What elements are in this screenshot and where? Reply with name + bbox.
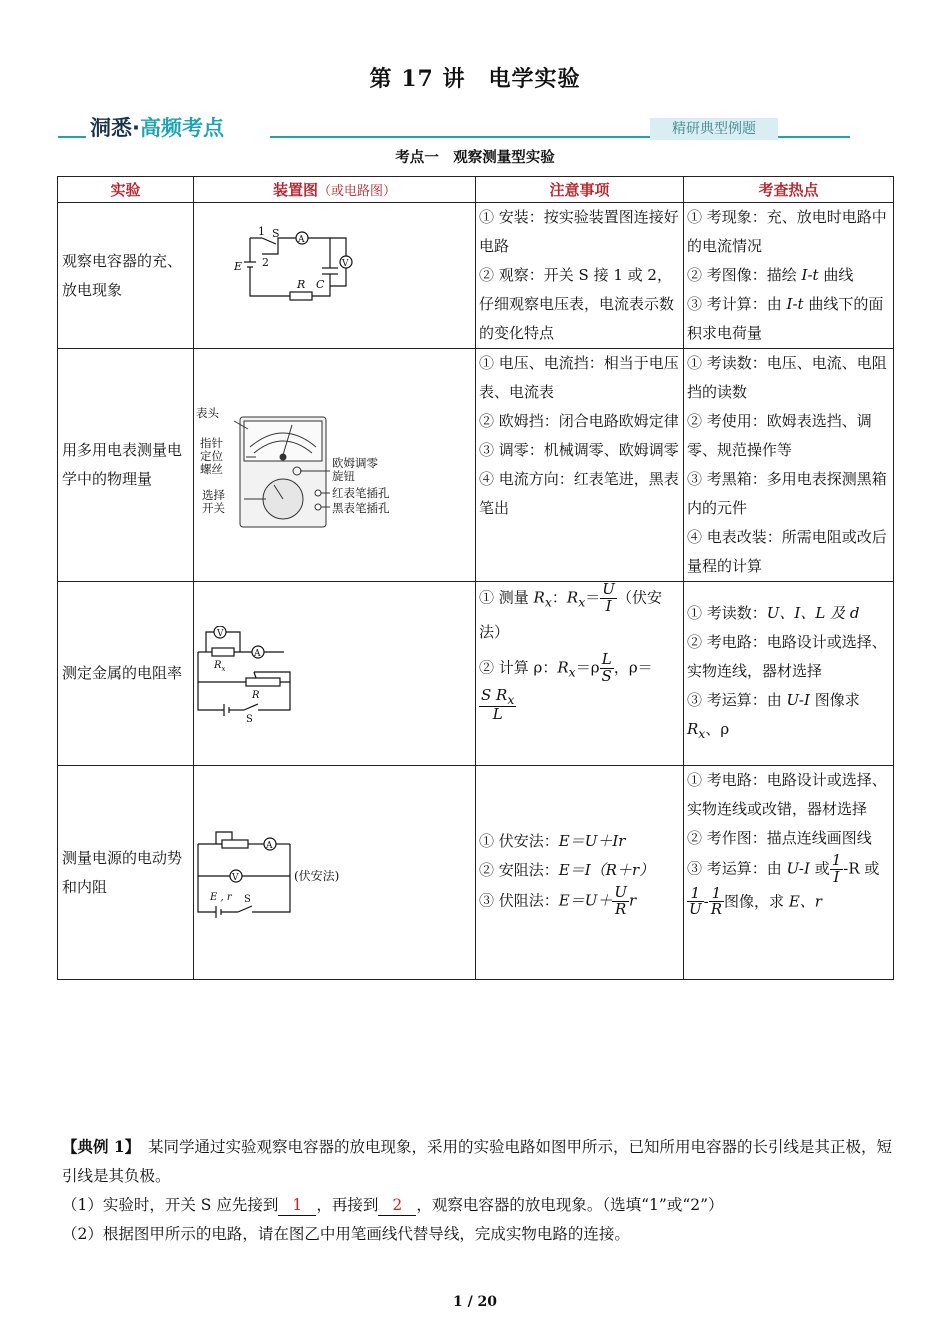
hot-points-cell — [684, 766, 894, 980]
label-ohm-1: 欧姆调零 — [332, 456, 378, 470]
banner-tag: 精研典型例题 — [650, 118, 778, 140]
label-red-jack: 红表笔插孔 — [332, 486, 390, 500]
label-r: R — [252, 689, 260, 701]
capacitor-circuit-diagram — [194, 203, 476, 349]
label-e-r: E , r — [210, 891, 232, 903]
voltmeter-v: V — [217, 628, 224, 639]
hot-points-cell — [684, 349, 894, 582]
banner-label-highlight: 高频考点 — [139, 116, 224, 140]
note-item: ① 伏安法：E＝U＋Ir — [479, 832, 626, 851]
resistivity-circuit-diagram — [194, 582, 476, 766]
example-label: 【典例 1】 — [62, 1137, 133, 1156]
hot-point-item: ③ 考计算：由 I-t 曲线下的面积求电荷量 — [687, 295, 884, 342]
hot-point-item: ③ 考黑箱：多用电表探测黑箱内的元件 — [687, 470, 887, 517]
hot-point-item: ② 考电路：电路设计或选择、实物连线，器材选择 — [687, 633, 887, 680]
hot-points-cell — [684, 203, 894, 349]
banner-label: 洞悉· — [90, 116, 140, 140]
experiment-name: 测定金属的电阻率 — [58, 582, 194, 766]
hot-points-cell — [684, 582, 894, 766]
header-hot-points: 考查热点 — [684, 177, 894, 203]
note-item: ① 测量 $R_x$：$R_x=$ $\frac{U}{I}$ （伏安法） — [479, 580, 662, 642]
label-e: E — [234, 259, 243, 273]
label-1: 1 — [258, 225, 265, 238]
notes-cell — [476, 349, 684, 582]
answer-blank-2[interactable]: 2 — [378, 1195, 416, 1216]
note-item: ① 安装：按实验装置图连接好电路 — [479, 208, 679, 255]
note-item: ② 安阻法：E＝I（R＋r） — [479, 861, 655, 880]
fraction-l-over-s: $\frac{L}{S}$ — [601, 650, 612, 685]
label-rx: $R_x$ — [214, 659, 226, 673]
emf-circuit-svg — [194, 828, 394, 918]
label-pointer-3: 螺丝 — [200, 462, 223, 476]
table-row — [58, 582, 894, 766]
hot-point-item: ③ 考运算：由 U-I 图像求 — [687, 691, 860, 709]
note-item: ③ 调零：机械调零、欧姆调零 — [479, 441, 679, 459]
label-r: R — [297, 277, 306, 291]
voltmeter-v: V — [232, 872, 239, 883]
fraction-u-over-i: $\frac{U}{I}$ — [602, 580, 615, 615]
header-experiment: 实验 — [58, 177, 194, 203]
label-pointer-1: 指针 — [200, 436, 223, 450]
hot-point-item: ① 考读数：电压、电流、电阻挡的读数 — [687, 354, 887, 401]
hot-point-item: $\frac{1}{U}$ - $\frac{1}{R}$ 图像，求 E、r — [689, 883, 822, 919]
fraction-srx-over-l: $\frac{S R_x}{L}$ — [481, 685, 515, 723]
note-item: ④ 电流方向：红表笔进，黑表笔出 — [479, 470, 679, 517]
banner-line-left — [58, 136, 86, 138]
capacitor-circuit-svg — [206, 226, 366, 326]
table-header-row — [58, 177, 894, 203]
multimeter-diagram — [194, 349, 476, 582]
note-item: ① 电压、电流挡：相当于电压表、电流表 — [479, 354, 679, 401]
example-intro: 【典例 1】 某同学通过实验观察电容器的放电现象，采用的实验电路如图甲所示，已知所用电容器的长引线是其正极，短引线是其负极。 — [62, 1137, 892, 1185]
ammeter-a: A — [254, 648, 261, 659]
label-c: C — [316, 277, 325, 291]
label-selector-1: 选择 — [202, 488, 225, 502]
emf-circuit-diagram — [194, 766, 476, 980]
label-s: S — [244, 893, 251, 905]
label-black-jack: 黑表笔插孔 — [332, 501, 390, 515]
ammeter-a: A — [298, 234, 305, 245]
hot-point-item: ④ 电表改装：所需电阻或改后量程的计算 — [687, 528, 887, 575]
experiment-name: 测量电源的电动势和内阻 — [58, 766, 194, 980]
label-volt-ampere-method: (伏安法) — [294, 868, 340, 883]
header-diagram-sub: （或电路图） — [318, 184, 397, 199]
fraction-1-over-u: $\frac{1}{U}$ — [689, 883, 702, 919]
notes-cell — [476, 582, 684, 766]
hot-point-item: ② 考使用：欧姆表选挡、调零、规范操作等 — [687, 412, 872, 459]
table-row — [58, 349, 894, 582]
note-item: ③ 伏阻法：E＝U＋ $\frac{U}{R}$ r — [479, 883, 637, 918]
fraction-u-over-r: $\frac{U}{R}$ — [614, 883, 628, 918]
label-ohm-2: 旋钮 — [332, 469, 355, 483]
page-title: 第 17 讲 电学实验 — [369, 66, 581, 92]
experiment-name: 观察电容器的充、放电现象 — [58, 203, 194, 349]
fraction-1-over-r: $\frac{1}{R}$ — [710, 883, 723, 919]
hot-point-item: $R_x$、ρ — [687, 720, 730, 741]
note-item: ② 观察：开关 S 接 1 或 2，仔细观察电压表，电流表示数的变化特点 — [479, 266, 675, 342]
label-selector-2: 开关 — [202, 501, 225, 515]
banner-brand — [90, 112, 224, 142]
question-1: （1）实验时，开关 S 应先接到 1 ，再接到 2 ，观察电容器的放电现象。（选填“1”或“2”） — [62, 1196, 724, 1214]
table-row — [58, 203, 894, 349]
note-item: ② 欧姆挡：闭合电路欧姆定律 — [479, 412, 679, 430]
experiment-table — [57, 176, 894, 980]
hot-point-item: ① 考电路：电路设计或选择、实物连线或改错，器材选择 — [687, 771, 887, 818]
hot-point-item: ① 考现象：充、放电时电路中的电流情况 — [687, 208, 887, 255]
voltmeter-v: V — [342, 258, 349, 269]
table-row — [58, 766, 894, 980]
example-problem — [62, 1132, 894, 1249]
answer-blank-1[interactable]: 1 — [278, 1195, 316, 1216]
notes-cell — [476, 203, 684, 349]
question-2: （2）根据图甲所示的电路，请在图乙中用笔画线代替导线，完成实物电路的连接。 — [62, 1225, 630, 1243]
note-item — [479, 685, 680, 723]
label-meter-head: 表头 — [196, 406, 219, 420]
label-s: S — [272, 226, 280, 240]
label-s: S — [246, 713, 253, 722]
hot-point-item: ② 考作图：描点连线画图线 — [687, 829, 872, 847]
note-item: ② 计算 ρ：$R_x=\rho$ $\frac{L}{S}$ ，ρ＝ — [479, 650, 653, 685]
hot-point-item: ② 考图像：描绘 I-t 曲线 — [687, 266, 854, 284]
fraction-1-over-i: $\frac{1}{I}$ — [831, 851, 842, 886]
section-banner — [58, 114, 850, 142]
notes-cell — [476, 766, 684, 980]
resistivity-circuit-svg — [194, 626, 314, 722]
label-pointer-2: 定位 — [200, 449, 223, 463]
experiment-name: 用多用电表测量电学中的物理量 — [58, 349, 194, 582]
header-notes: 注意事项 — [476, 177, 684, 203]
multimeter-svg — [194, 395, 474, 535]
page-number: 1 / 20 — [452, 1294, 498, 1310]
hot-point-item: ① 考读数：U、I、L 及 d — [687, 604, 860, 622]
label-2: 2 — [262, 255, 269, 269]
ammeter-a: A — [266, 840, 273, 851]
header-diagram: 装置图（或电路图） — [194, 177, 476, 203]
section-heading: 考点一 观察测量型实验 — [395, 150, 555, 166]
hot-point-item: ③ 考运算：由 U-I 或 $\frac{1}{I}$ -R 或 — [687, 851, 880, 886]
